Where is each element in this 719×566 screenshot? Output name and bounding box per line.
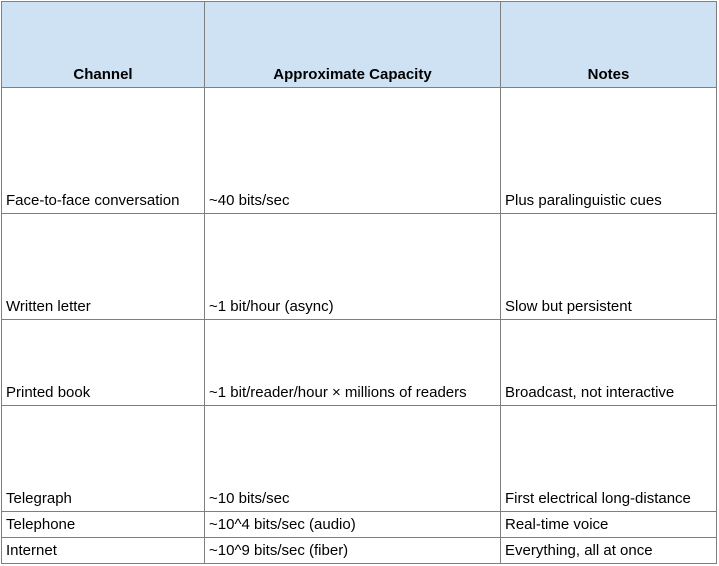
header-row <box>2 2 717 88</box>
cell-notes: Everything, all at once <box>501 538 717 564</box>
table-row <box>2 214 717 320</box>
table-row <box>2 512 717 538</box>
cell-capacity: ~1 bit/reader/hour × millions of readers <box>205 320 501 406</box>
header-notes: Notes <box>501 2 717 88</box>
cell-channel: Internet <box>2 538 205 564</box>
cell-capacity: ~40 bits/sec <box>205 88 501 214</box>
cell-notes: Plus paralinguistic cues <box>501 88 717 214</box>
table-row <box>2 88 717 214</box>
channel-capacity-table <box>1 1 717 564</box>
cell-capacity: ~10^4 bits/sec (audio) <box>205 512 501 538</box>
cell-channel: Face-to-face conversation <box>2 88 205 214</box>
table-row <box>2 320 717 406</box>
cell-channel: Printed book <box>2 320 205 406</box>
cell-capacity: ~10^9 bits/sec (fiber) <box>205 538 501 564</box>
cell-channel: Telephone <box>2 512 205 538</box>
cell-channel: Written letter <box>2 214 205 320</box>
cell-capacity: ~10 bits/sec <box>205 406 501 512</box>
header-channel: Channel <box>2 2 205 88</box>
cell-notes: First electrical long-distance <box>501 406 717 512</box>
cell-notes: Real-time voice <box>501 512 717 538</box>
cell-notes: Slow but persistent <box>501 214 717 320</box>
table-row <box>2 406 717 512</box>
header-approximate-capacity: Approximate Capacity <box>205 2 501 88</box>
cell-capacity: ~1 bit/hour (async) <box>205 214 501 320</box>
cell-channel: Telegraph <box>2 406 205 512</box>
table-row <box>2 538 717 564</box>
cell-notes: Broadcast, not interactive <box>501 320 717 406</box>
